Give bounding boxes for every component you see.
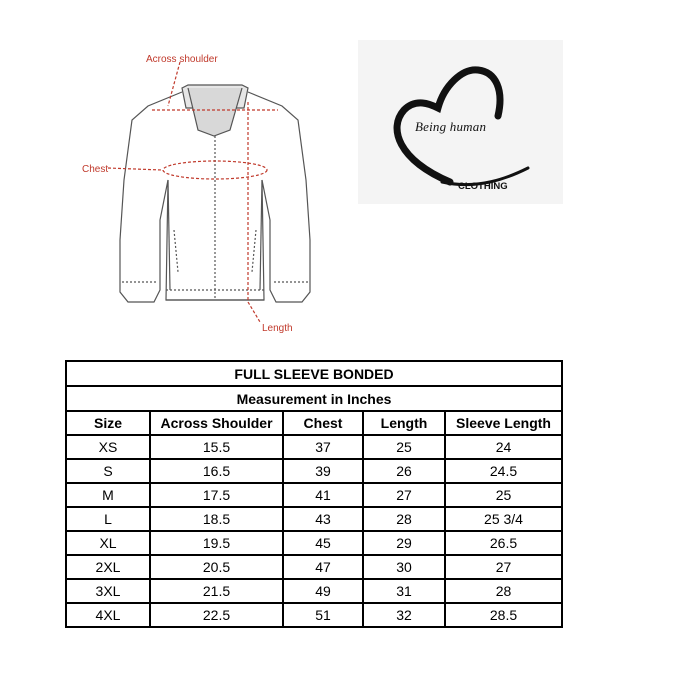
table-row xyxy=(66,555,562,579)
cell-chest: 49 xyxy=(283,579,363,603)
header-chest: Chest xyxy=(283,411,363,435)
cell-length: 31 xyxy=(363,579,445,603)
cell-size: 4XL xyxy=(66,603,150,627)
cell-across-shoulder: 16.5 xyxy=(150,459,283,483)
cell-across-shoulder: 18.5 xyxy=(150,507,283,531)
length-label: Length xyxy=(262,323,293,334)
cell-length: 28 xyxy=(363,507,445,531)
cell-length: 29 xyxy=(363,531,445,555)
cell-across-shoulder: 21.5 xyxy=(150,579,283,603)
cell-chest: 47 xyxy=(283,555,363,579)
table-subtitle: Measurement in Inches xyxy=(66,386,562,411)
cell-length: 30 xyxy=(363,555,445,579)
table-row xyxy=(66,459,562,483)
table-row xyxy=(66,603,562,627)
cell-length: 32 xyxy=(363,603,445,627)
cell-sleeve-length: 24.5 xyxy=(445,459,562,483)
cell-sleeve-length: 28.5 xyxy=(445,603,562,627)
cell-across-shoulder: 19.5 xyxy=(150,531,283,555)
cell-size: 2XL xyxy=(66,555,150,579)
cell-sleeve-length: 27 xyxy=(445,555,562,579)
cell-chest: 51 xyxy=(283,603,363,627)
cell-sleeve-length: 28 xyxy=(445,579,562,603)
header-sleeve-length: Sleeve Length xyxy=(445,411,562,435)
cell-size: 3XL xyxy=(66,579,150,603)
cell-size: L xyxy=(66,507,150,531)
cell-across-shoulder: 15.5 xyxy=(150,435,283,459)
table-row xyxy=(66,435,562,459)
cell-sleeve-length: 24 xyxy=(445,435,562,459)
header-across-shoulder: Across Shoulder xyxy=(150,411,283,435)
cell-size: XS xyxy=(66,435,150,459)
cell-sleeve-length: 25 3/4 xyxy=(445,507,562,531)
cell-sleeve-length: 25 xyxy=(445,483,562,507)
cell-length: 25 xyxy=(363,435,445,459)
cell-sleeve-length: 26.5 xyxy=(445,531,562,555)
cell-length: 27 xyxy=(363,483,445,507)
jacket-outline xyxy=(120,85,310,302)
cell-across-shoulder: 22.5 xyxy=(150,603,283,627)
header-row xyxy=(66,411,562,435)
chest-label: Chest xyxy=(82,164,109,175)
table-row xyxy=(66,507,562,531)
jacket-measurement-diagram xyxy=(70,40,360,340)
cell-chest: 37 xyxy=(283,435,363,459)
table-row xyxy=(66,579,562,603)
table-row xyxy=(66,531,562,555)
cell-size: M xyxy=(66,483,150,507)
table-title: FULL SLEEVE BONDED xyxy=(66,361,562,386)
cell-chest: 45 xyxy=(283,531,363,555)
cell-chest: 41 xyxy=(283,483,363,507)
brand-name: Being human xyxy=(415,119,487,134)
cell-across-shoulder: 20.5 xyxy=(150,555,283,579)
cell-chest: 39 xyxy=(283,459,363,483)
header-length: Length xyxy=(363,411,445,435)
brand-logo xyxy=(358,40,563,204)
size-chart-table xyxy=(65,360,563,628)
cell-across-shoulder: 17.5 xyxy=(150,483,283,507)
cell-chest: 43 xyxy=(283,507,363,531)
header-size: Size xyxy=(66,411,150,435)
cell-size: XL xyxy=(66,531,150,555)
cell-length: 26 xyxy=(363,459,445,483)
table-row xyxy=(66,483,562,507)
brand-subtitle: CLOTHING xyxy=(458,181,508,192)
across-shoulder-label: Across shoulder xyxy=(146,54,218,65)
cell-size: S xyxy=(66,459,150,483)
